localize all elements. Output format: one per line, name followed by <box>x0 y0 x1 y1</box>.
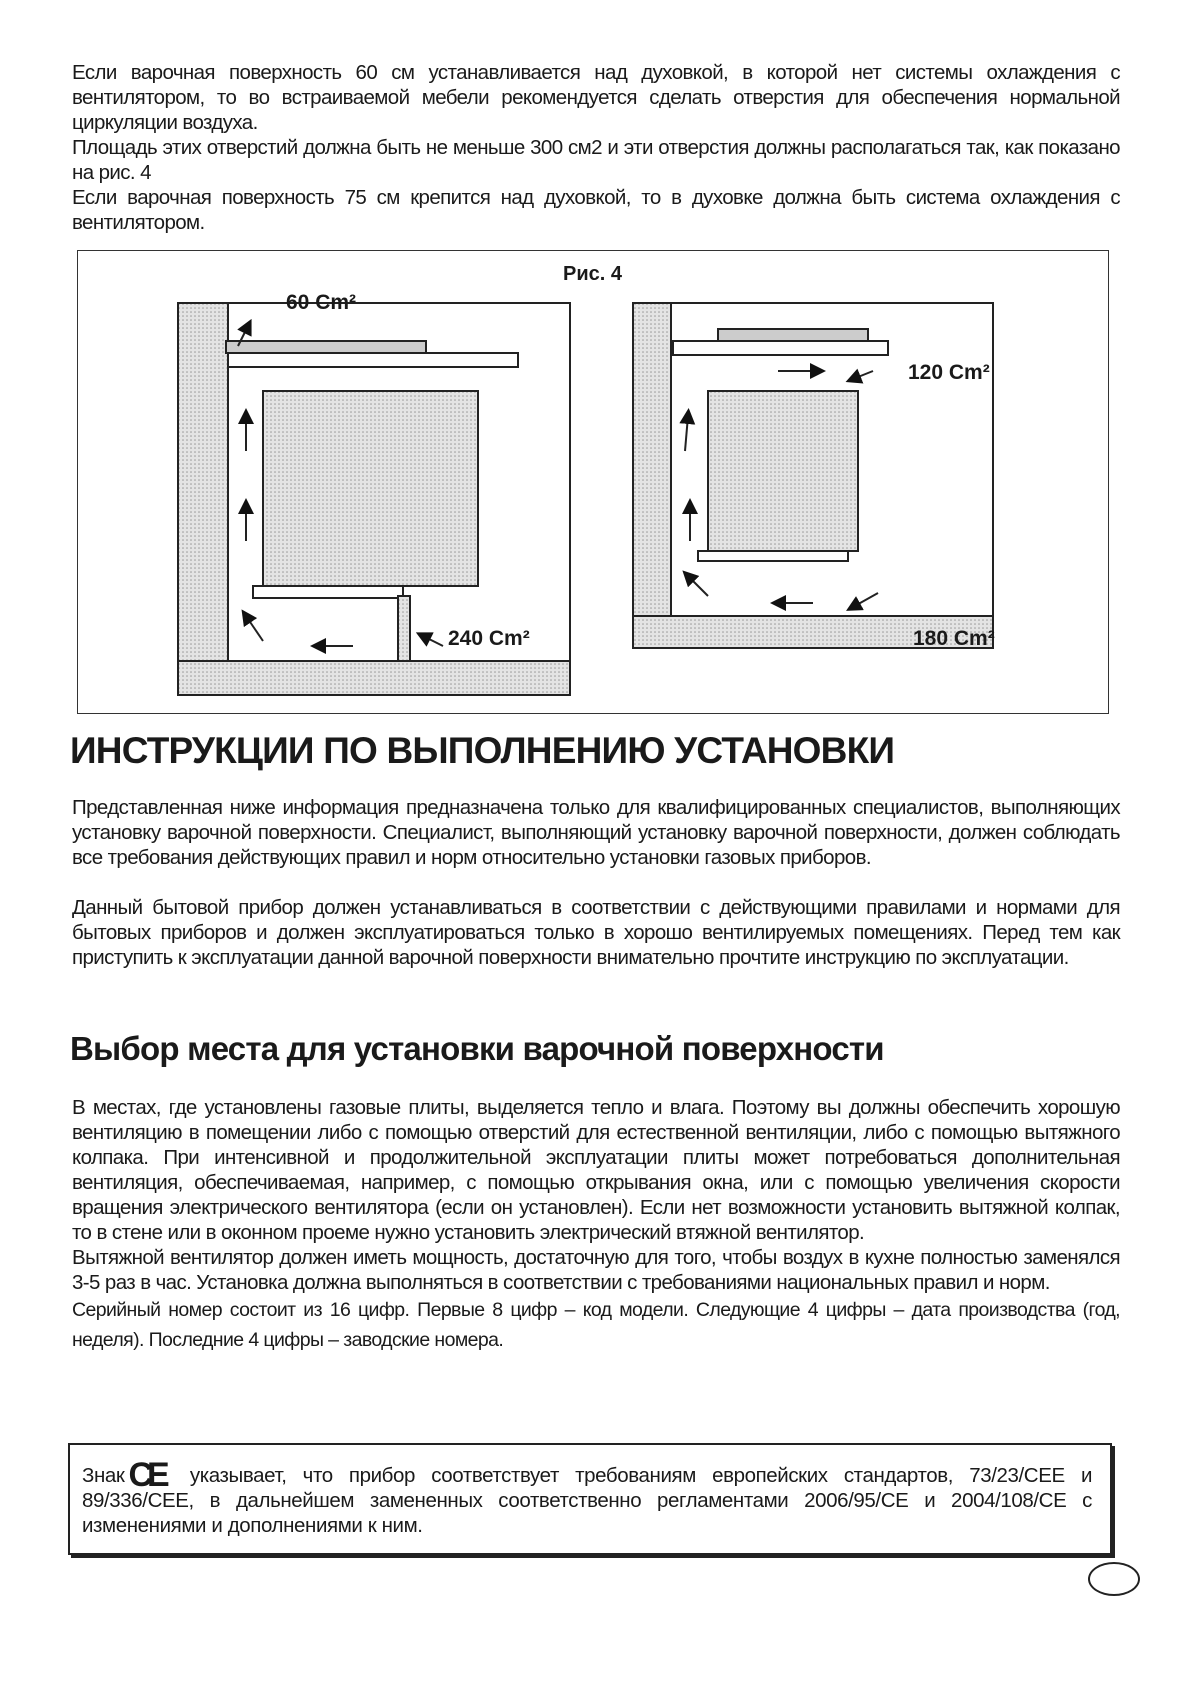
section-title-installation: ИНСТРУКЦИИ ПО ВЫПОЛНЕНИЮ УСТАНОВКИ <box>70 730 895 771</box>
intro-paragraph: Если варочная поверхность 75 см крепится над духовкой, то в духовке должна быть система охлаждения с вентилятором. <box>72 186 1120 234</box>
paragraph: Представленная ниже информация предназначена только для квалифицированных специалистов, выполняющих установку варочной поверхности. Специалист, выполняющий установку варочной поверхности, должен соблюдать все требования действующих правил и норм относительно установки газовых приборов. <box>72 796 1120 869</box>
ce-mark-icon: CE <box>128 1456 164 1494</box>
label-120: 120 Cm² <box>908 361 990 384</box>
right-diagram <box>633 303 993 648</box>
paragraph: Серийный номер состоит из 16 цифр. Первые 8 цифр – код модели. Следующие 4 цифры – дата производства (год, неделя). Последние 4 цифры – заводские номера. <box>72 1299 1120 1351</box>
paragraph: Вытяжной вентилятор должен иметь мощность, достаточную для того, чтобы воздух в кухне полностью заменялся 3-5 раз в час. Установка должна выполняться в соответствии с требованиями национальных правил и норм. <box>72 1246 1120 1294</box>
ce-prefix: Знак <box>82 1464 125 1487</box>
label-240: 240 Cm² <box>448 627 530 650</box>
paragraph: В местах, где установлены газовые плиты, выделяется тепло и влага. Поэтому вы должны обеспечить хорошую вентиляцию в помещении либо с помощью отверстий для естественной вентиляции, либо с помощью вытяжного колпака. При интенсивной и продолжительной эксплуатации плиты может потребоваться дополнительная вентиляция, обеспечиваемая, например, с помощью открывания окна, или с помощью увеличения скорости вращения электрического вентилятора (если он установлен). Если нет возможности установить вытяжной колпак, то в стене или в оконном проеме нужно установить электрический втяжной вентилятор. <box>72 1096 1120 1244</box>
intro-paragraph: Если варочная поверхность 60 см устанавливается над духовкой, в которой нет системы охлаждения с вентилятором, то во встраиваемой мебели рекомендуется сделать отверстия для обеспечения нормальной циркуляции воздуха. <box>72 61 1120 134</box>
figure-4 <box>77 250 1109 714</box>
figure-caption: Рис. 4 <box>563 263 622 285</box>
installation-text <box>72 795 1120 970</box>
intro-text <box>72 60 1120 235</box>
ce-notice-box <box>68 1443 1112 1555</box>
label-180: 180 Cm² <box>913 627 995 650</box>
page-number-oval <box>1088 1562 1140 1596</box>
paragraph: Данный бытовой прибор должен устанавливаться в соответствии с действующими правилами и нормами для бытовых приборов и должен эксплуатироваться только в хорошо вентилируемых помещениях. Перед тем как приступить к эксплуатации данной варочной поверхности внимательно прочтите инструкцию по эксплуатации. <box>72 896 1120 969</box>
label-60: 60 Cm² <box>286 291 357 314</box>
section-title-location: Выбор места для установки варочной поверхности <box>70 1030 884 1067</box>
ce-text: указывает, что прибор соответствует требованиям европейских стандартов, 73/23/CEE и 89/336/CEE, в дальнейшем замененных соответственно регламентами 2006/95/CE и 2004/108/CE с изменениями и дополнениями к ним. <box>82 1464 1093 1537</box>
location-text <box>72 1095 1120 1355</box>
intro-paragraph: Площадь этих отверстий должна быть не меньше 300 см2 и эти отверстия должны располагаться так, как показано на рис. 4 <box>72 136 1120 184</box>
